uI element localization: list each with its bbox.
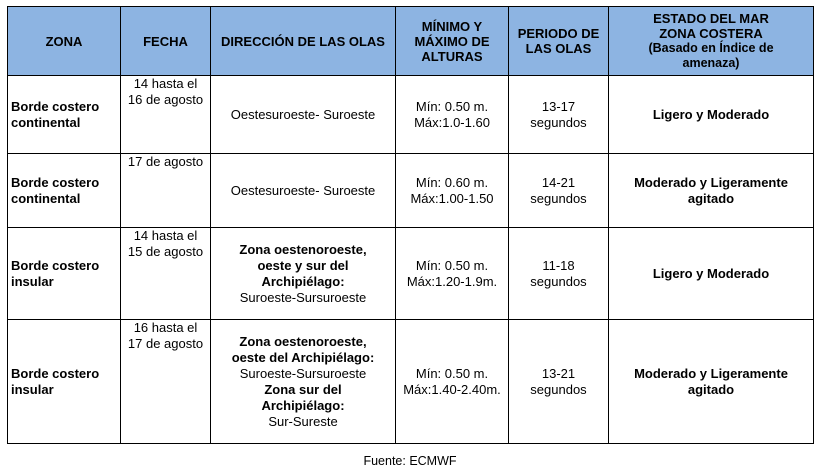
header-alturas-line: ALTURAS xyxy=(421,48,483,64)
cell-zona xyxy=(8,154,121,228)
altura-min: Mín: 0.50 m. xyxy=(415,98,489,114)
cell-periodo xyxy=(509,76,609,154)
header-fecha: FECHA xyxy=(121,7,211,76)
cell-direccion xyxy=(211,320,396,444)
periodo-range: 11-18 xyxy=(542,257,575,273)
periodo-unit: segundos xyxy=(530,114,587,130)
cell-direccion xyxy=(211,228,396,320)
fecha-line: 17 de agosto xyxy=(127,154,204,169)
periodo-unit: segundos xyxy=(530,190,587,206)
direccion-line: oeste y sur del xyxy=(257,257,349,273)
estado-line: Moderado y Ligeramente xyxy=(634,365,788,381)
header-estado-line: ZONA COSTERA xyxy=(659,26,763,41)
header-row xyxy=(8,7,814,76)
periodo-range: 13-21 xyxy=(541,365,576,381)
cell-zona xyxy=(8,228,121,320)
zona-line: Borde costero xyxy=(11,174,100,190)
cell-alturas xyxy=(396,320,509,444)
estado-line: Ligero y Moderado xyxy=(652,106,770,122)
table-header xyxy=(8,7,814,76)
table-row xyxy=(8,228,814,320)
altura-min: Mín: 0.50 m. xyxy=(415,365,489,381)
periodo-unit: segundos xyxy=(530,381,587,397)
cell-estado xyxy=(609,76,814,154)
direccion-line: Zona sur del xyxy=(264,381,342,397)
cell-alturas xyxy=(396,76,509,154)
fecha-line: 16 de agosto xyxy=(127,92,204,107)
zona-line: insular xyxy=(11,273,54,289)
cell-fecha xyxy=(121,76,211,154)
fecha-line: 14 hasta el xyxy=(133,228,198,243)
periodo-range: 13-17 xyxy=(541,98,576,114)
cell-fecha xyxy=(121,320,211,444)
direccion-line: Suroeste-Sursuroeste xyxy=(239,289,367,305)
header-estado-line: amenaza) xyxy=(682,56,740,70)
header-estado-line: (Basado en Índice de xyxy=(648,41,774,55)
direccion-line: Archipiélago: xyxy=(261,397,345,413)
cell-fecha xyxy=(121,154,211,228)
fecha-line: 17 de agosto xyxy=(127,336,204,351)
zona-line: insular xyxy=(11,381,54,397)
fecha-line: 14 hasta el xyxy=(133,76,198,91)
table-body xyxy=(8,76,814,444)
swell-forecast-table xyxy=(7,6,814,444)
periodo-range: 14-21 xyxy=(541,174,576,190)
cell-direccion xyxy=(211,76,396,154)
altura-min: Mín: 0.50 m. xyxy=(415,257,489,273)
zona-line: Borde costero xyxy=(11,365,100,381)
cell-zona xyxy=(8,76,121,154)
fecha-line: 15 de agosto xyxy=(127,244,204,259)
zona-line: continental xyxy=(11,190,81,206)
source-caption: Fuente: ECMWF xyxy=(363,454,457,468)
direccion-line: Oestesuroeste- Suroeste xyxy=(230,106,376,122)
cell-estado xyxy=(609,228,814,320)
altura-max: Máx:1.40-2.40m. xyxy=(403,381,501,397)
header-alturas-line: MÍNIMO Y xyxy=(421,18,483,34)
header-zona: ZONA xyxy=(8,7,121,76)
direccion-line: Zona oestenoroeste, xyxy=(239,241,367,257)
altura-max: Máx:1.00-1.50 xyxy=(410,190,494,206)
direccion-line: Oestesuroeste- Suroeste xyxy=(230,182,376,198)
zona-line: continental xyxy=(11,114,81,130)
estado-line: Moderado y Ligeramente xyxy=(634,174,788,190)
zona-line: Borde costero xyxy=(11,257,100,273)
table-row xyxy=(8,154,814,228)
estado-line: Ligero y Moderado xyxy=(652,265,770,281)
header-alturas xyxy=(396,7,509,76)
estado-line: agitado xyxy=(687,381,735,397)
altura-max: Máx:1.20-1.9m. xyxy=(406,273,498,289)
cell-estado xyxy=(609,154,814,228)
periodo-unit: segundos xyxy=(530,273,587,289)
altura-max: Máx:1.0-1.60 xyxy=(414,114,490,130)
header-periodo-line: LAS OLAS xyxy=(525,41,592,56)
header-estado xyxy=(609,7,814,76)
cell-estado xyxy=(609,320,814,444)
cell-alturas xyxy=(396,228,509,320)
direccion-line: Archipiélago: xyxy=(261,273,345,289)
estado-line: agitado xyxy=(687,190,735,206)
cell-zona xyxy=(8,320,121,444)
direccion-line: Zona oestenoroeste, xyxy=(239,333,367,349)
cell-direccion xyxy=(211,154,396,228)
cell-periodo xyxy=(509,154,609,228)
header-periodo xyxy=(509,7,609,76)
header-alturas-line: MÁXIMO DE xyxy=(414,33,490,49)
direccion-line: Suroeste-Sursuroeste xyxy=(239,365,367,381)
cell-periodo xyxy=(509,320,609,444)
cell-periodo xyxy=(509,228,609,320)
cell-alturas xyxy=(396,154,509,228)
zona-line: Borde costero xyxy=(11,98,100,114)
fecha-line: 16 hasta el xyxy=(133,320,198,335)
header-direccion: DIRECCIÓN DE LAS OLAS xyxy=(211,7,396,76)
direccion-line: Sur-Sureste xyxy=(268,413,338,429)
table-row xyxy=(8,76,814,154)
header-periodo-line: PERIODO DE xyxy=(517,26,600,41)
header-estado-line: ESTADO DEL MAR xyxy=(653,11,769,26)
cell-fecha xyxy=(121,228,211,320)
direccion-line: oeste del Archipiélago: xyxy=(231,349,375,365)
altura-min: Mín: 0.60 m. xyxy=(415,174,489,190)
table-row xyxy=(8,320,814,444)
